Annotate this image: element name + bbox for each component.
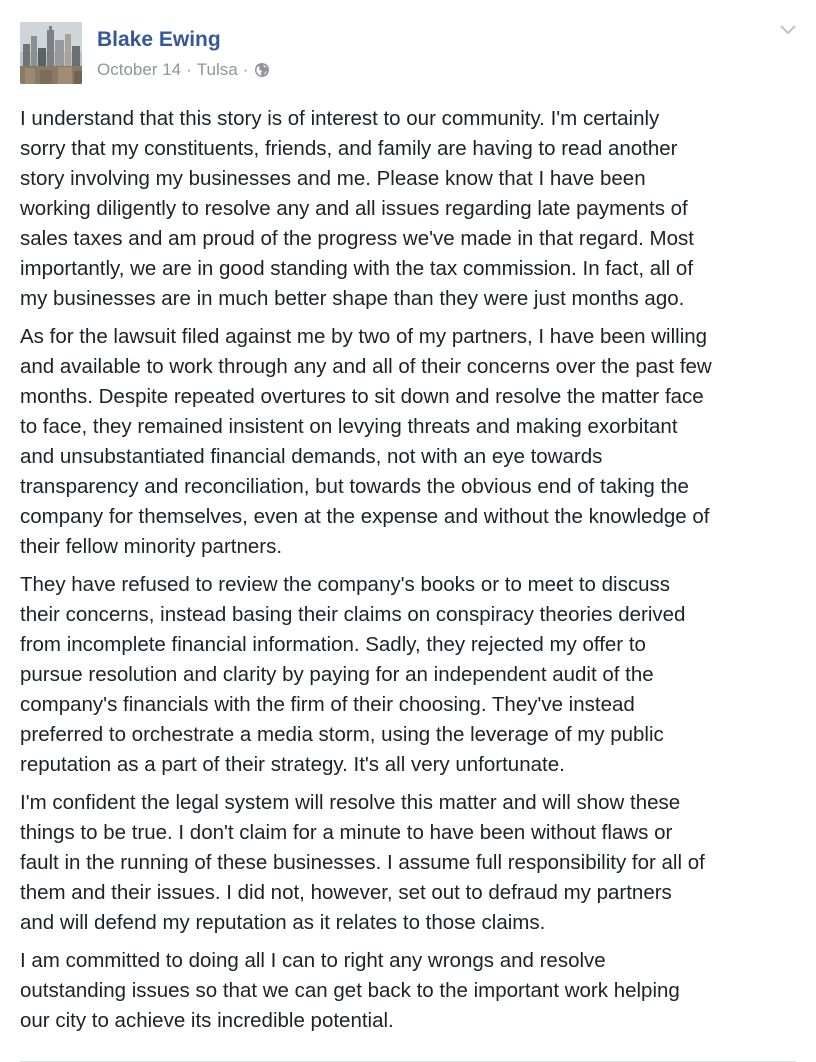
post-body: [20, 104, 810, 1044]
text-line: I understand that this story is of interest to our community. I'm certainly: [20, 107, 660, 130]
text-line: our city to achieve its incredible potential.: [20, 1009, 394, 1032]
text-line: and available to work through any and all of their concerns over the past few: [20, 355, 712, 378]
text-line: reputation as a part of their strategy. It's all very unfortunate.: [20, 753, 565, 776]
text-line: their concerns, instead basing their claims on conspiracy theories derived: [20, 603, 686, 626]
chevron-down-icon: [780, 25, 796, 35]
text-line: company's financials with the firm of their choosing. They've instead: [20, 693, 635, 716]
post-location[interactable]: Tulsa: [196, 60, 238, 79]
post-paragraph: [20, 104, 810, 314]
post-date[interactable]: October 14: [97, 60, 182, 79]
text-line: preferred to orchestrate a media storm, using the leverage of my public: [20, 723, 664, 746]
text-line: to face, they remained insistent on levying threats and making exorbitant: [20, 415, 678, 438]
text-line: sales taxes and am proud of the progress we've made in that regard. Most: [20, 227, 694, 250]
avatar[interactable]: [20, 22, 82, 84]
city-skyline-icon: [20, 22, 82, 84]
text-line: importantly, we are in good standing with the tax commission. In fact, all of: [20, 257, 694, 280]
post-paragraph: [20, 788, 810, 938]
text-line: They have refused to review the company's books or to meet to discuss: [20, 573, 670, 596]
text-line: transparency and reconciliation, but towards the obvious end of taking the: [20, 475, 689, 498]
post-paragraph: [20, 322, 810, 562]
text-line: their fellow minority partners.: [20, 535, 283, 558]
text-line: my businesses are in much better shape than they were just months ago.: [20, 287, 685, 310]
meta-separator: ·: [242, 60, 249, 79]
text-line: pursue resolution and clarity by paying for an independent audit of the: [20, 663, 654, 686]
text-line: fault in the running of these businesses. I assume full responsibility for all of: [20, 851, 705, 874]
text-line: from incomplete financial information. Sadly, they rejected my offer to: [20, 633, 646, 656]
globe-icon[interactable]: [254, 62, 270, 78]
meta-separator: ·: [186, 60, 192, 79]
text-line: sorry that my constituents, friends, and family are having to read another: [20, 137, 678, 160]
text-line: I'm confident the legal system will resolve this matter and will show these: [20, 791, 681, 814]
text-line: months. Despite repeated overtures to sit down and resolve the matter face: [20, 385, 704, 408]
text-line: working diligently to resolve any and all issues regarding late payments of: [20, 197, 688, 220]
text-line: As for the lawsuit filed against me by two of my partners, I have been willing: [20, 325, 708, 348]
post-paragraph: [20, 946, 810, 1036]
text-line: outstanding issues so that we can get back to the important work helping: [20, 979, 680, 1002]
text-line: them and their issues. I did not, however, set out to defraud my partners: [20, 881, 672, 904]
text-line: company for themselves, even at the expense and without the knowledge of: [20, 505, 710, 528]
post-meta: [97, 59, 270, 81]
text-line: and will defend my reputation as it relates to those claims.: [20, 911, 546, 934]
text-line: I am committed to doing all I can to right any wrongs and resolve: [20, 949, 606, 972]
post-menu-button[interactable]: [778, 22, 798, 38]
text-line: and unsubstantiated financial demands, not with an eye towards: [20, 445, 603, 468]
post-paragraph: [20, 570, 810, 780]
text-line: story involving my businesses and me. Please know that I have been: [20, 167, 646, 190]
author-name[interactable]: Blake Ewing: [97, 28, 221, 51]
text-line: things to be true. I don't claim for a minute to have been without flaws or: [20, 821, 673, 844]
